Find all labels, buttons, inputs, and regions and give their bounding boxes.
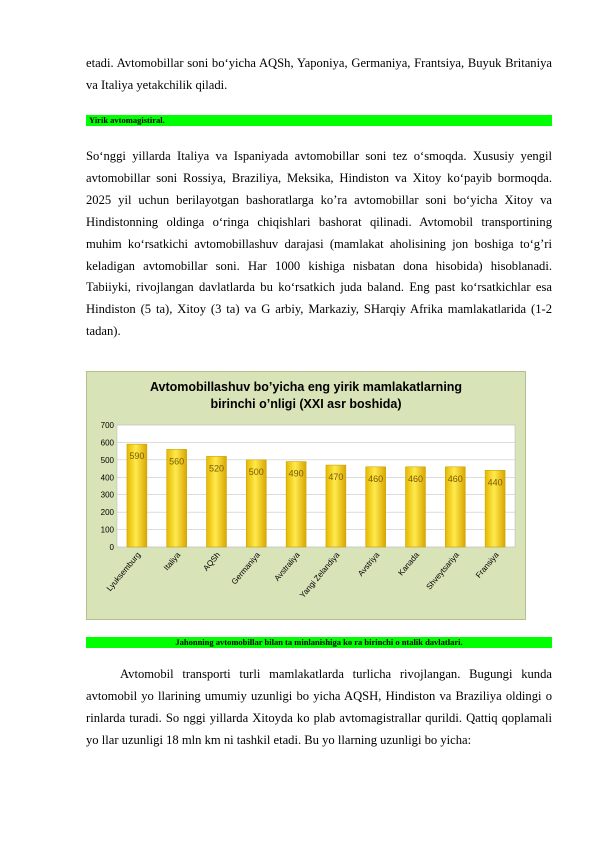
x-category-label: Avstraliya: [272, 550, 302, 583]
x-category-label: AQSh: [201, 550, 223, 573]
data-label: 440: [487, 477, 503, 488]
closing-paragraph: Avtomobil transporti turli mamlakatlarda turlicha rivojlangan. Bugungi kunda avtomobil yo llarining umumiy uzunligi bo yicha AQSH, Hindiston va Braziliya oldingi o rinlarda turadi. So nggi yillarda Xitoyda ko plab avtomagistrallar qurildi. Qattiq qoplamali yo llar uzunligi 18 mln km ni tashkil etadi. Bu yo llarning uzunligi bo yicha:: [86, 667, 552, 747]
chart-title-line2: birinchi o’nligi (XXI asr boshida): [210, 397, 402, 411]
x-category-label: Shveytsariya: [424, 550, 461, 592]
x-category-label: Germaniya: [229, 550, 262, 587]
x-category-label: Lyuksemburg: [104, 550, 143, 593]
y-tick-label: 700: [100, 421, 114, 430]
chart-caption-band: Jahonning avtomobillar bilan ta minlanishiga ko ra birinchi o ntalik davlatlari.: [86, 637, 552, 648]
bar-chart: [86, 371, 526, 620]
x-category-label: Italiya: [161, 550, 183, 573]
x-category-label: Yangi Zelandiya: [298, 550, 342, 600]
x-category-label: Kanada: [396, 550, 422, 578]
data-label: 520: [208, 463, 225, 474]
chart-canvas: [87, 372, 525, 619]
data-label: 560: [169, 456, 185, 467]
x-category-label: Fransiya: [474, 550, 501, 580]
chart-title-line1: Avtomobillashuv bo’yicha eng yirik mamlakatlarning: [149, 380, 463, 394]
data-label: 460: [407, 473, 424, 484]
section-heading-band: Yirik avtomagistiral.: [86, 115, 552, 126]
data-label: 490: [288, 468, 304, 479]
data-label: 500: [248, 466, 264, 477]
y-tick-label: 600: [100, 438, 114, 448]
y-tick-label: 0: [109, 543, 114, 552]
data-label: 590: [129, 451, 145, 462]
y-tick-label: 500: [100, 455, 114, 465]
x-category-label: Avstriya: [356, 550, 382, 578]
intro-paragraph: etadi. Avtomobillar soni bo‘yicha AQSh, Yaponiya, Germaniya, Frantsiya, Buyuk Britaniya va Italiya yetakchilik qiladi.: [86, 56, 552, 92]
data-label: 460: [447, 473, 463, 484]
body-paragraph: So‘nggi yillarda Italiya va Ispaniyada avtomobillar soni tez o‘smoqda. Xususiy yengil avtomobillar soni Rossiya, Braziliya, Meksika, Hindiston va Xitoy ko‘payib bormoqda. 2025 yil uchun berilayotgan bashoratlarga ko’ra avtomobillar soni bo‘yicha Xitoy va Hindistonning oldinga o‘ringa chiqishlari bashorat qilinadi. Avtomobil transportining muhim ko‘rsatkichi avtomobillashuv darajasi (mamlakat aholisining jon boshiga to‘g’ri keladigan avtomobillar soni. Har 1000 kishiga nisbatan dona hisobida) hisoblanadi. Tabiiyki, rivojlangan davlatlarda bu ko‘rsatkich juda baland. Eng past ko‘rsatkichlar esa Hindiston (5 ta), Xitoy (3 ta) va G arbiy, Markaziy, SHarqiy Afrika mamlakatlarida (1-2 tadan).: [86, 149, 552, 339]
data-label: 470: [328, 472, 344, 483]
y-tick-label: 400: [100, 473, 114, 483]
y-tick-label: 200: [100, 508, 114, 518]
y-tick-label: 300: [100, 490, 114, 500]
data-label: 460: [368, 473, 384, 484]
y-tick-label: 100: [100, 525, 114, 535]
